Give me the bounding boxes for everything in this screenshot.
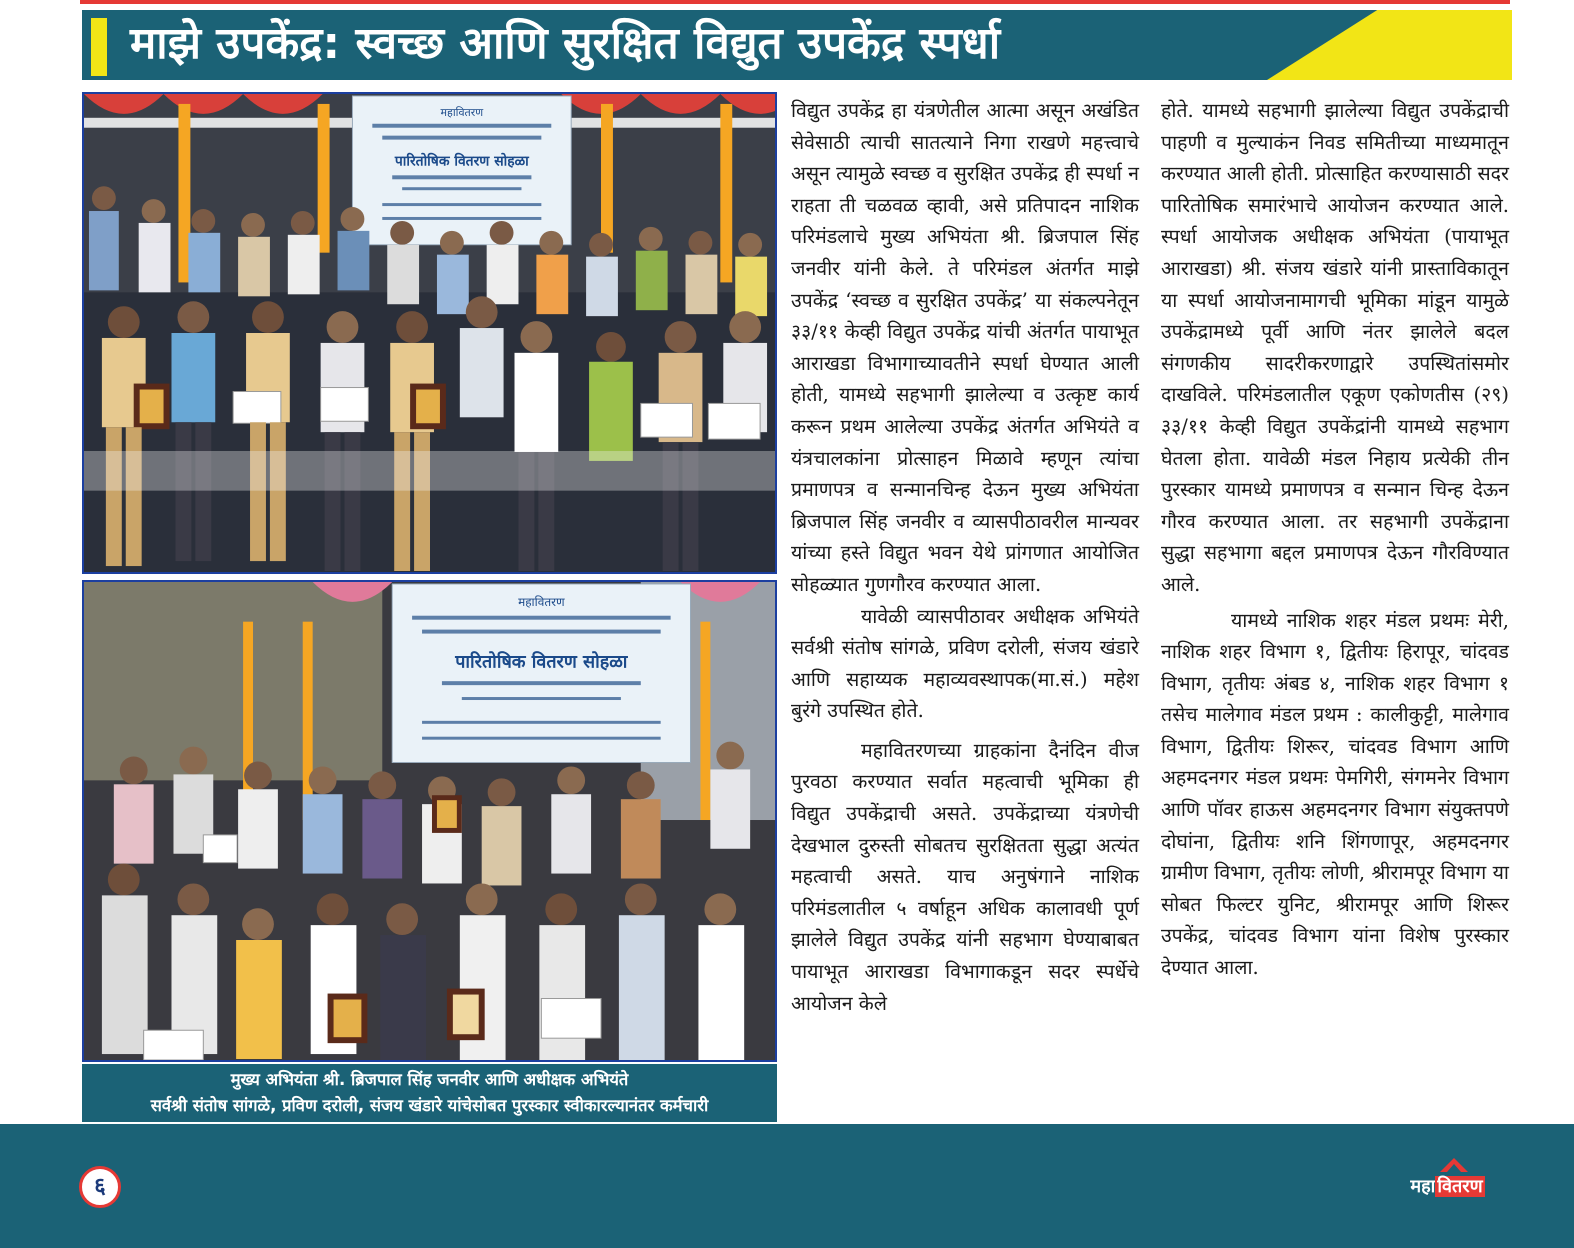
article-paragraph: यावेळी व्यासपीठावर अधीक्षक अभियंते सर्वश्री संतोष सांगळे, प्रविण दरोली, संजय खंडारे आणि सहाय्यक महाव्यवस्थापक(मा.सं.) महेश बुरंगे उपस्थित होते. bbox=[791, 604, 1139, 723]
banner-yellow-corner bbox=[1267, 10, 1512, 80]
logo-maha: महा bbox=[1410, 1176, 1436, 1197]
banner-yellow-bar bbox=[91, 18, 107, 76]
article-paragraph: यामध्ये नाशिक शहर मंडल प्रथमः मेरी, नाशिक शहर विभाग १, द्वितीयः हिरापूर, चांदवड विभाग, तृतीयः अंबड ४, नाशिक शहर विभाग १ तसेच मालेगाव मंडल प्रथम : कालीकुट्टी, मालेगाव विभाग, द्वितीयः शिरूर, चांदवड विभाग आणि अहमदनगर मंडल प्रथमः पेमगिरी, संगमनेर विभाग आणि पॉवर हाऊस अहमदनगर विभाग संयुक्तपणे दोघांना, द्वितीयः शनि शिंगणापूर, अहमदनगर ग्रामीण विभाग, तृतीयः लोणी, श्रीरामपूर विभाग या सोबत फिल्टर युनिट, श्रीरामपूर आणि शिरूर उपकेंद्र, चांदवड विभाग यांना विशेष पुरस्कार देण्यात आला. bbox=[1161, 608, 1509, 980]
article-paragraph: विद्युत उपकेंद्र हा यंत्रणेतील आत्मा असून अखंडित सेवेसाठी त्याची सातत्याने निगा राखणे महत्त्वाचे असून त्यामुळे स्वच्छ व सुरक्षित उपकेंद्र ही स्पर्धा न राहता ती चळवळ व्हावी, असे प्रतिपादन नाशिक परिमंडलाचे मुख्य अभियंता श्री. ब्रिजपाल सिंह जनवीर यांनी केले. ते परिमंडल अंतर्गत माझे उपकेंद्र ‘स्वच्छ व सुरक्षित उपकेंद्र’ या संकल्पनेतून ३३/११ केव्ही विद्युत उपकेंद्र यांची अंतर्गत पायाभूत आराखडा विभागाच्यावतीने स्पर्धा घेण्यात आली होती, यामध्ये सहभागी झालेल्या व उत्कृष्ट कार्य करून प्रथम आलेल्या उपकेंद्र अंतर्गत अभियंते व यंत्रचालकांना प्रोत्साहन मिळावे म्हणून त्यांचा प्रमाणपत्र व सन्मानचिन्ह देऊन मुख्य अभियंता ब्रिजपाल सिंह जनवीर व व्यासपीठावरील मान्यवर यांच्या हस्ते विद्युत भवन येथे प्रांगणात आयोजित सोहळ्यात गुणगौरव करण्यात आला. bbox=[791, 99, 1139, 596]
top-red-rule bbox=[80, 0, 1510, 4]
article-paragraph: महावितरणच्या ग्राहकांना दैनंदिन वीज पुरवठा करण्यात सर्वात महत्वाची भूमिका ही विद्युत उपकेंद्राची असते. उपकेंद्राच्या यंत्रणेची देखभाल दुरुस्ती सोबतच सुरक्षितता सुद्धा अत्यंत महत्वाची असते. याच अनुषंगाने नाशिक परिमंडलातील ५ वर्षाहून अधिक कालावधी पूर्ण झालेले विद्युत उपकेंद्र यांनी सहभाग घेण्याबाबत पायाभूत आराखडा विभागाकडून सदर स्पर्धेचे आयोजन केले bbox=[791, 738, 1139, 1015]
headline-title: माझे उपकेंद्र: स्वच्छ आणि सुरक्षित विद्युत उपकेंद्र स्पर्धा bbox=[130, 18, 1001, 69]
logo-roof-icon bbox=[1440, 1158, 1468, 1172]
caption-line-1: मुख्य अभियंता श्री. ब्रिजपाल सिंह जनवीर आणि अधीक्षक अभियंते bbox=[230, 1070, 629, 1089]
stage-banner-heading: पारितोषिक वितरण सोहळा bbox=[455, 651, 628, 673]
logo-wordmark bbox=[1400, 1174, 1495, 1198]
article-column-1 bbox=[791, 95, 1139, 1019]
mahavitaran-logo bbox=[1400, 1158, 1495, 1204]
photo-award-ceremony-top bbox=[82, 92, 777, 574]
page-number: ६ bbox=[79, 1166, 121, 1208]
article-paragraph: होते. यामध्ये सहभागी झालेल्या विद्युत उपकेंद्राची पाहणी व मुल्याकंन निवड समितीच्या माध्यमातून करण्यात आली होती. प्रोत्साहित करण्यासाठी सदर पारितोषिक समारंभाचे आयोजन करण्यात आले. स्पर्धा आयोजक अधीक्षक अभियंता (पायाभूत आराखडा) श्री. संजय खंडारे यांनी प्रास्ताविकातून या स्पर्धा आयोजनामागची भूमिका मांडून यामुळे उपकेंद्रामध्ये पूर्वी आणि नंतर झालेले बदल संगणकीय सादरीकरणाद्वारे उपस्थितांसमोर दाखविले. परिमंडलातील एकूण एकोणतीस (२९) ३३/११ केव्ही विद्युत उपकेंद्रांनी यामध्ये सहभाग घेतला होता. यावेळी मंडल निहाय प्रत्येकी तीन पुरस्कार यामध्ये प्रमाणपत्र व सन्मान चिन्ह देऊन गौरव करण्यात आला. तर सहभागी उपकेंद्राना सुद्धा सहभागा बद्दल प्रमाणपत्र देऊन गौरविण्यात आले. bbox=[1161, 99, 1509, 596]
stage-banner-brand: महावितरण bbox=[440, 105, 484, 119]
article-column-2 bbox=[1161, 95, 1509, 984]
photo-caption bbox=[82, 1064, 777, 1122]
footer-band bbox=[0, 1124, 1574, 1248]
stage-banner-heading: पारितोषिक वितरण सोहळा bbox=[394, 153, 529, 170]
headline-banner bbox=[82, 10, 1512, 80]
photo-award-ceremony-bottom bbox=[82, 580, 777, 1062]
caption-line-2: सर्वश्री संतोष सांगळे, प्रविण दरोली, संजय खंडारे यांचेसोबत पुरस्कार स्वीकारल्यानंतर कर्मचारी bbox=[150, 1096, 709, 1115]
stage-banner-brand: महावितरण bbox=[518, 594, 565, 609]
logo-vitaran: वितरण bbox=[1437, 1176, 1483, 1197]
